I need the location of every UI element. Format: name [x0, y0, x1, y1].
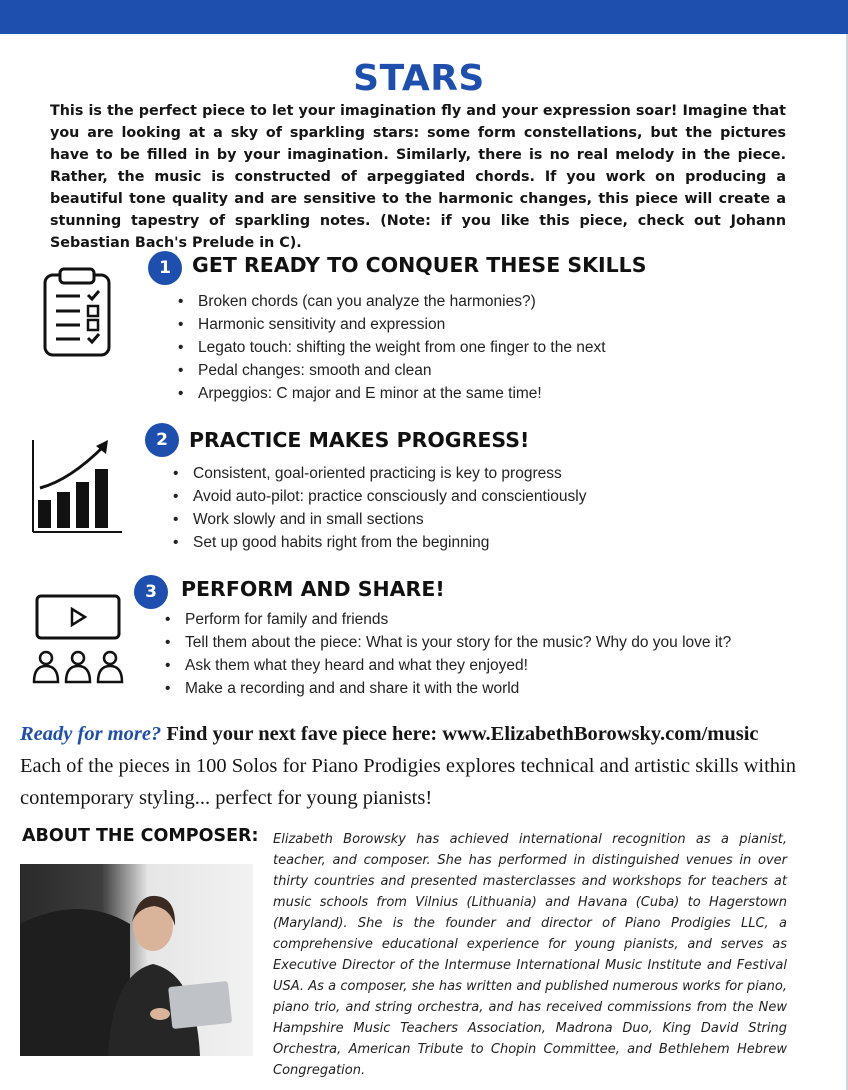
step-2-practice-list — [173, 462, 586, 554]
list-item: • Arpeggios: C major and E minor at the same time! — [178, 382, 606, 405]
list-item: • Ask them what they heard and what they enjoyed! — [165, 654, 731, 677]
list-item: • Tell them about the piece: What is your story for the music? Why do you love it? — [165, 631, 731, 654]
composer-bio: Elizabeth Borowsky has achieved international recognition as a pianist, teacher, and composer. She has performed in distinguished venues in over thirty countries and presented masterclasses and workshops for teachers at music schools from Vilnius (Lithuania) and Havana (Cuba) to Hagerstown (Maryland). She is the founder and director of Piano Prodigies LLC, a comprehensive educational experience for young pianists, and serves as Executive Director of the Intermuse International Music Institute and Festival USA. As a composer, she has written and published numerous works for piano, piano trio, and string orchestra, and has received commissions from the New Hampshire Music Teachers Association, Madrona Duo, King David String Orchestra, American Tribute to Chopin Committee, and Bethlehem Hebrew Congregation. — [273, 832, 787, 1078]
list-item: • Avoid auto-pilot: practice consciously and conscientiously — [173, 485, 586, 508]
video-audience-icon — [30, 592, 126, 688]
list-item: • Make a recording and and share it with the world — [165, 677, 731, 700]
step-1-skill-list — [178, 290, 606, 405]
step-2-title: PRACTICE MAKES PROGRESS! — [189, 428, 530, 452]
top-banner — [0, 0, 848, 34]
list-item: • Pedal changes: smooth and clean — [178, 359, 606, 382]
composer-photo — [20, 864, 253, 1056]
step-3-perform-list — [165, 608, 731, 700]
composer-photo-illustration — [20, 864, 253, 1056]
list-item: • Work slowly and in small sections — [173, 508, 586, 531]
promo-link[interactable]: Find your next fave piece here: www.ElizabethBorowsky.com/music — [166, 723, 759, 745]
promo-line — [20, 718, 820, 750]
promo-body: Each of the pieces in 100 Solos for Piano Prodigies explores technical and artistic skills within contemporary styling... perfect for young pianists! — [20, 755, 796, 809]
step-2-badge: 2 — [145, 423, 179, 457]
about-heading: ABOUT THE COMPOSER: — [22, 826, 259, 846]
step-1-badge: 1 — [148, 251, 182, 285]
list-item: • Harmonic sensitivity and expression — [178, 313, 606, 336]
list-item: • Broken chords (can you analyze the harmonies?) — [178, 290, 606, 313]
page-title: STARS — [353, 58, 485, 99]
promo-block — [20, 718, 820, 814]
promo-question: Ready for more? — [20, 723, 162, 745]
list-item: • Legato touch: shifting the weight from one finger to the next — [178, 336, 606, 359]
intro-paragraph: This is the perfect piece to let your imagination fly and your expression soar! Imagine that you are looking at a sky of sparkling stars: some form constellations, but the pictures have to be filled in by your imagination. Similarly, there is no real melody in the piece. Rather, the music is constructed of arpeggiated chords. If you work on producing a beautiful tone quality and are sensitive to the harmonic changes, this piece will create a stunning tapestry of sparkling notes. (Note: if you like this piece, check out Johann Sebastian Bach's Prelude in C). — [50, 103, 786, 251]
step-3-title: PERFORM AND SHARE! — [181, 577, 445, 601]
step-1-title: GET READY TO CONQUER THESE SKILLS — [192, 253, 647, 277]
list-item: • Set up good habits right from the beginning — [173, 531, 586, 554]
list-item: • Perform for family and friends — [165, 608, 731, 631]
growth-chart-icon — [30, 436, 126, 534]
step-3-badge: 3 — [134, 575, 168, 609]
list-item: • Consistent, goal-oriented practicing is key to progress — [173, 462, 586, 485]
checklist-clipboard-icon — [40, 266, 116, 358]
